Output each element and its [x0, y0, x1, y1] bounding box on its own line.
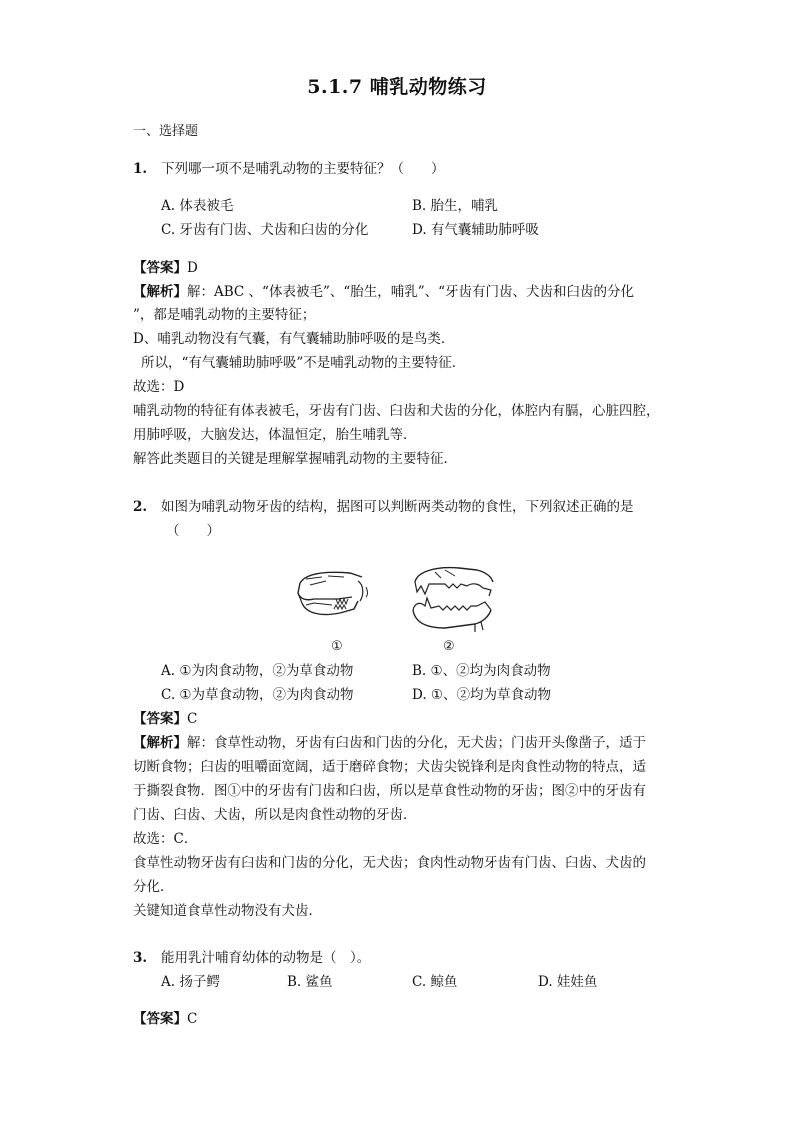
- analysis-label: 【解析】: [133, 284, 187, 300]
- answer-label: 【答案】: [133, 260, 187, 276]
- question-stem: 如图为哺乳动物牙齿的结构，据图可以判断两类动物的食性，下列叙述正确的是: [161, 499, 634, 515]
- question-1: [133, 157, 445, 177]
- question-stem: 下列哪一项不是哺乳动物的主要特征？（ ）: [161, 161, 445, 177]
- answer-label: 【答案】: [133, 1011, 187, 1027]
- answer-value: D: [187, 260, 198, 276]
- analysis-2-line-5: 故选：C．: [133, 831, 198, 847]
- question-number: 3.: [133, 950, 148, 966]
- answer-1: [133, 256, 198, 276]
- option-d: D. 娃娃鱼: [538, 974, 598, 990]
- analysis-text: 解：食草性动物，牙齿有臼齿和门齿的分化，无犬齿；门齿开头像凿子，适于: [187, 735, 646, 751]
- option-d: D. ①、②均为草食动物: [412, 687, 552, 703]
- analysis-1-line-1: [133, 280, 634, 300]
- analysis-2-line-1: [133, 731, 646, 751]
- option-b: B. 胎生，哺乳: [412, 198, 499, 214]
- analysis-1-line-6: 哺乳动物的特征有体表被毛，牙齿有门齿、臼齿和犬齿的分化，体腔内有膈，心脏四腔，: [133, 403, 660, 419]
- figure-label-2: ②: [443, 639, 455, 654]
- answer-label: 【答案】: [133, 711, 187, 727]
- analysis-2-line-6: 食草性动物牙齿有臼齿和门齿的分化，无犬齿；食肉性动物牙齿有门齿、臼齿、犬齿的: [133, 855, 646, 871]
- answer-2: [133, 707, 197, 727]
- option-c: C. 牙齿有门齿、犬齿和臼齿的分化: [161, 222, 369, 238]
- analysis-1-line-7: 用肺呼吸，大脑发达，体温恒定，胎生哺乳等．: [133, 427, 417, 443]
- option-d: D. 有气囊辅助肺呼吸: [412, 222, 539, 238]
- question-number: 1.: [133, 161, 148, 177]
- question-2: [133, 495, 634, 515]
- analysis-2-line-3: 于撕裂食物．图①中的牙齿有门齿和臼齿，所以是草食性动物的牙齿；图②中的牙齿有: [133, 783, 646, 799]
- analysis-1-line-8: 解答此类题目的关键是理解掌握哺乳动物的主要特征．: [133, 451, 457, 467]
- question-stem: 能用乳汁哺育幼体的动物是（ ）。: [161, 950, 371, 966]
- analysis-1-line-2: ”，都是哺乳动物的主要特征；: [133, 307, 316, 323]
- herbivore-skull-figure: [292, 565, 374, 637]
- option-a: A. 体表被毛: [161, 198, 234, 214]
- question-number: 2.: [133, 499, 148, 515]
- question-2-stem-cont: （ ）: [166, 523, 220, 539]
- option-c: C. 鲸鱼: [412, 974, 458, 990]
- option-a: A. ①为肉食动物，②为草食动物: [161, 663, 354, 679]
- analysis-2-line-7: 分化．: [133, 879, 174, 895]
- analysis-label: 【解析】: [133, 735, 187, 751]
- option-b: B. ①、②均为肉食动物: [412, 663, 551, 679]
- analysis-1-line-5: 故选：D: [133, 379, 185, 395]
- answer-value: C: [187, 711, 198, 727]
- figure-label-1: ①: [331, 639, 343, 654]
- carnivore-skull-figure: [405, 562, 501, 640]
- analysis-text: 解：ABC 、“体表被毛”、“胎生，哺乳”、“牙齿有门齿、犬齿和臼齿的分化: [187, 284, 635, 300]
- analysis-2-line-8: 关键知道食草性动物没有犬齿．: [133, 903, 322, 919]
- option-c: C. ①为草食动物，②为肉食动物: [161, 687, 354, 703]
- answer-value: C: [187, 1011, 198, 1027]
- page-title: 5.1.7 哺乳动物练习: [307, 76, 487, 98]
- analysis-2-line-4: 门齿、臼齿、犬齿，所以是肉食性动物的牙齿．: [133, 807, 417, 823]
- option-b: B. 鲨鱼: [287, 974, 333, 990]
- analysis-2-line-2: 切断食物；臼齿的咀嚼面宽阔，适于磨碎食物；犬齿尖锐锋利是肉食性动物的特点，适: [133, 759, 646, 775]
- answer-3: [133, 1007, 197, 1027]
- question-3: [133, 946, 370, 966]
- analysis-1-line-4: 所以，“有气囊辅助肺呼吸”不是哺乳动物的主要特征．: [141, 355, 466, 371]
- option-a: A. 扬子鳄: [161, 974, 220, 990]
- analysis-1-line-3: D、哺乳动物没有气囊，有气囊辅助肺呼吸的是鸟类．: [133, 331, 455, 347]
- section-heading: 一、选择题: [133, 124, 199, 139]
